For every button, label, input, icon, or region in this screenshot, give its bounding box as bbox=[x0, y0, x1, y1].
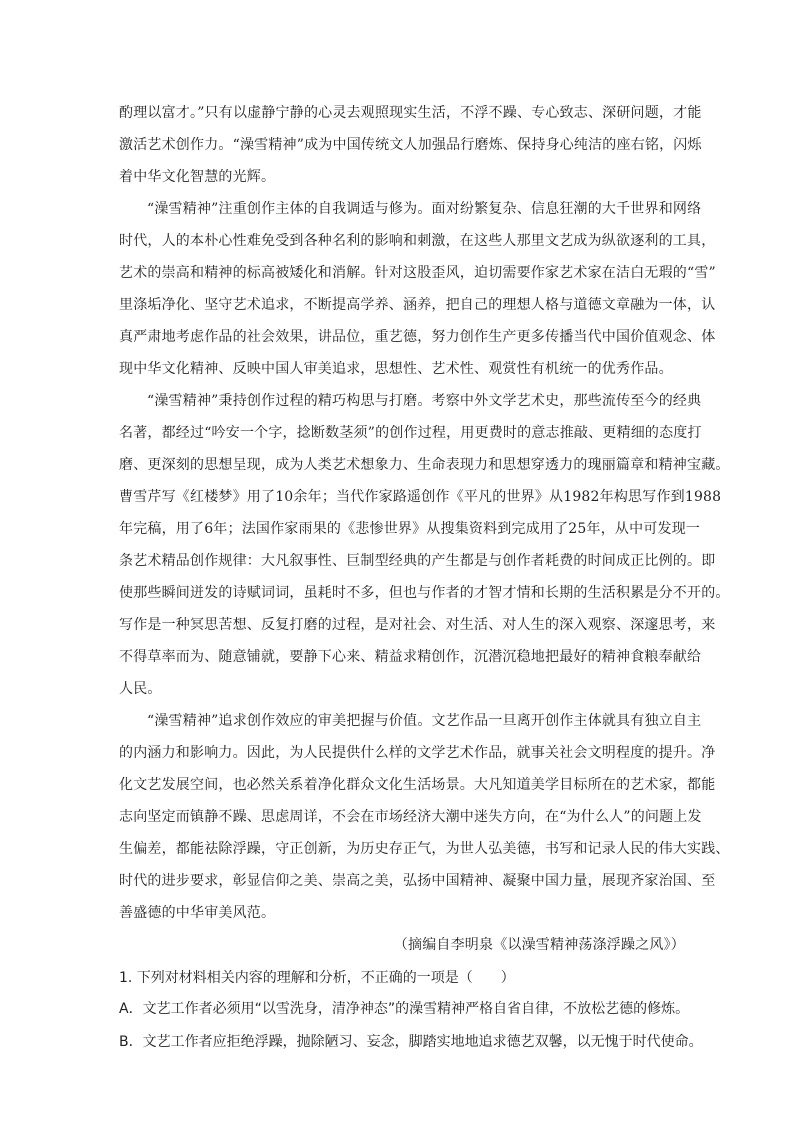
paragraph-line: 善盛德的中华审美风范。 bbox=[119, 905, 276, 921]
option-a: A．文艺工作者必须用“以雪洗身，清净神态”的澡雪精神严格自省自律，不放松艺德的修炼。 bbox=[119, 1001, 690, 1017]
paragraph-line: 激活艺术创作力。“澡雪精神”成为中国传统文人加强品行磨炼、保持身心纯洁的座右铭，闪烁 bbox=[119, 137, 702, 153]
option-b: B．文艺工作者应拒绝浮躁，抛除陋习、妄念，脚踏实地地追求德艺双馨，以无愧于时代使命。 bbox=[119, 1034, 703, 1050]
paragraph-line: “澡雪精神”注重创作主体的自我调适与修为。面对纷繁复杂、信息狂潮的大千世界和网络 bbox=[147, 201, 702, 217]
paragraph-line: 人民。 bbox=[119, 681, 162, 697]
paragraph-line: 生偏差，都能祛除浮躁，守正创新，为历史存正气，为世人弘美德，书写和记录人民的伟大实践、 bbox=[119, 841, 730, 857]
paragraph-line: 使那些瞬间迸发的诗赋词词，虽耗时不多，但也与作者的才智才情和长期的生活积累是分不开的。 bbox=[119, 585, 730, 601]
paragraph-line: 时代，人的本朴心性难免受到各种名利的影响和刺激，在这些人那里文艺成为纵欲逐利的工具， bbox=[119, 233, 716, 249]
paragraph-line: 化文艺发展空间，也必然关系着净化群众文化生活场景。大凡知道美学目标所在的艺术家，都能 bbox=[119, 777, 716, 793]
paragraph-line: “澡雪精神”追求创作效应的审美把握与价值。文艺作品一旦离开创作主体就具有独立自主 bbox=[147, 713, 702, 729]
question-stem: 1. 下列对材料相关内容的理解和分析，不正确的一项是（ ） bbox=[119, 970, 515, 986]
paragraph-line: 名著，都经过“吟安一个字，捻断数茎须”的创作过程，用更费时的意志推敲、更精细的态度打 bbox=[119, 425, 702, 441]
paragraph-line: 里涤垢净化、坚守艺术追求，不断提高学养、涵养，把自己的理想人格与道德文章融为一体，认 bbox=[119, 297, 716, 313]
source-citation: （摘编自李明泉《以澡雪精神荡涤浮躁之风》） bbox=[393, 937, 685, 953]
paragraph-line: 志向坚定而镇静不躁、思虑周详，不会在市场经济大潮中迷失方向，在“为什么人”的问题上发 bbox=[119, 809, 702, 825]
paragraph-line: 曹雪芹写《红楼梦》用了10余年；当代作家路遥创作《平凡的世界》从1982年构思写作到1988 bbox=[119, 489, 722, 505]
paragraph-line: 条艺术精品创作规律：大凡叙事性、巨制型经典的产生都是与创作者耗费的时间成正比例的。即 bbox=[119, 553, 716, 569]
paragraph-line: 现中华文化精神、反映中国人审美追求，思想性、艺术性、观赏性有机统一的优秀作品。 bbox=[119, 361, 673, 377]
paragraph-line: 磨、更深刻的思想呈现，成为人类艺术想象力、生命表现力和思想穿透力的瑰丽篇章和精神宝藏。 bbox=[119, 457, 730, 473]
paragraph-line: 酌理以富才。”只有以虚静宁静的心灵去观照现实生活，不浮不躁、专心致志、深研问题，才能 bbox=[119, 105, 702, 121]
paragraph-line: 时代的进步要求，彰显信仰之美、崇高之美，弘扬中国精神、凝聚中国力量，展现齐家治国、至 bbox=[119, 873, 716, 889]
paragraph-line: 真严肃地考虑作品的社会效果，讲品位，重艺德，努力创作生产更多传播当代中国价值观念、体 bbox=[119, 329, 716, 345]
paragraph-line: 的内涵力和影响力。因此，为人民提供什么样的文学艺术作品，就事关社会文明程度的提升。净 bbox=[119, 745, 716, 761]
paragraph-line: 写作是一种冥思苦想、反复打磨的过程，是对社会、对生活、对人生的深入观察、深邃思考，来 bbox=[119, 617, 716, 633]
paragraph-line: 艺术的崇高和精神的标高被矮化和消解。针对这股歪风，迫切需要作家艺术家在洁白无瑕的“雪” bbox=[119, 265, 716, 281]
paragraph-line: 着中华文化智慧的光辉。 bbox=[119, 169, 276, 185]
paragraph-line: 不得草率而为、随意铺就，要静下心来、精益求精创作，沉潜沉稳地把最好的精神食粮奉献给 bbox=[119, 649, 702, 665]
paragraph-line: 年完稿，用了6年；法国作家雨果的《悲惨世界》从搜集资料到完成用了25年，从中可发现一 bbox=[119, 521, 701, 537]
paragraph-line: “澡雪精神”秉持创作过程的精巧构思与打磨。考察中外文学艺术史，那些流传至今的经典 bbox=[147, 393, 702, 409]
